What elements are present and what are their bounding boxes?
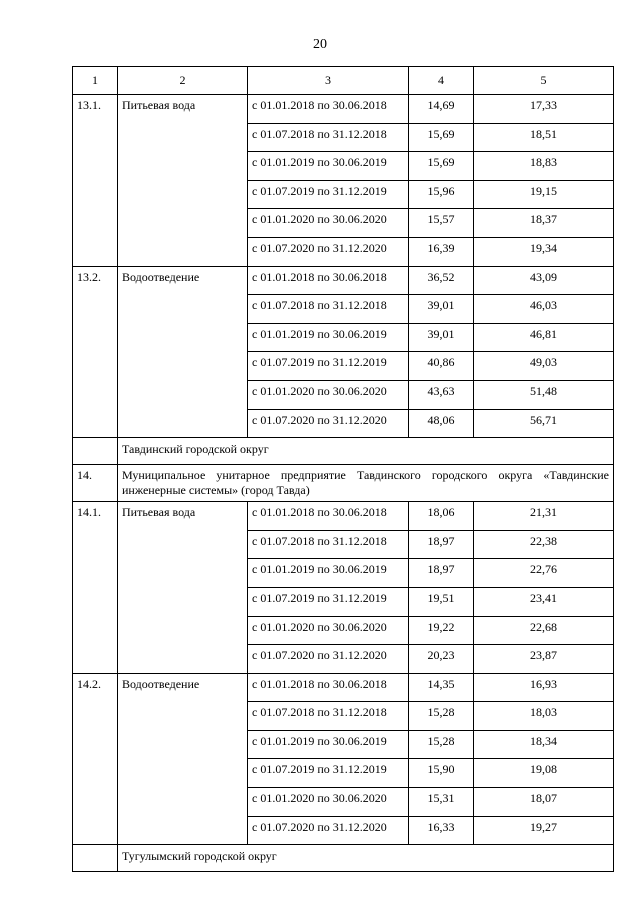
tariff-col-4: 16,39	[409, 237, 474, 266]
period: с 01.07.2018 по 31.12.2018	[248, 530, 409, 559]
period: с 01.01.2019 по 30.06.2019	[248, 559, 409, 588]
district-name: Тавдинский городской округ	[118, 438, 614, 465]
header-col-1: 1	[73, 67, 118, 95]
tariff-col-4: 48,06	[409, 409, 474, 438]
table-row	[73, 266, 614, 295]
period: с 01.01.2018 по 30.06.2018	[248, 266, 409, 295]
tariff-col-4: 16,33	[409, 816, 474, 845]
period: с 01.07.2018 по 31.12.2018	[248, 702, 409, 731]
item-number: 14.1.	[73, 502, 118, 674]
tariff-col-5: 22,68	[474, 616, 614, 645]
header-col-4: 4	[409, 67, 474, 95]
item-number: 13.2.	[73, 266, 118, 438]
tariff-col-5: 46,81	[474, 323, 614, 352]
tariff-col-4: 19,22	[409, 616, 474, 645]
table-header-row	[73, 67, 614, 95]
tariff-col-4: 15,31	[409, 788, 474, 817]
tariff-col-5: 49,03	[474, 352, 614, 381]
section-row	[73, 438, 614, 465]
period: с 01.01.2020 по 30.06.2020	[248, 380, 409, 409]
tariff-col-4: 14,35	[409, 673, 474, 702]
tariff-col-4: 18,97	[409, 530, 474, 559]
tariff-col-5: 18,83	[474, 152, 614, 181]
tariff-col-4: 18,06	[409, 502, 474, 531]
tariff-col-4: 15,28	[409, 702, 474, 731]
section-empty-cell	[73, 438, 118, 465]
period: с 01.01.2020 по 30.06.2020	[248, 616, 409, 645]
tariff-col-5: 18,03	[474, 702, 614, 731]
period: с 01.07.2019 по 31.12.2019	[248, 759, 409, 788]
period: с 01.01.2018 по 30.06.2018	[248, 95, 409, 124]
service-name: Водоотведение	[118, 673, 248, 845]
period: с 01.07.2018 по 31.12.2018	[248, 295, 409, 324]
tariff-col-5: 18,51	[474, 123, 614, 152]
service-name: Питьевая вода	[118, 502, 248, 674]
tariff-col-5: 19,34	[474, 237, 614, 266]
period: с 01.07.2020 по 31.12.2020	[248, 409, 409, 438]
period: с 01.01.2018 по 30.06.2018	[248, 502, 409, 531]
tariff-col-4: 15,69	[409, 152, 474, 181]
tariff-col-4: 15,90	[409, 759, 474, 788]
tariff-col-5: 16,93	[474, 673, 614, 702]
tariff-col-5: 18,37	[474, 209, 614, 238]
tariff-col-4: 19,51	[409, 587, 474, 616]
header-col-3: 3	[248, 67, 409, 95]
tariff-col-5: 22,38	[474, 530, 614, 559]
tariff-col-5: 18,07	[474, 788, 614, 817]
tariff-col-4: 20,23	[409, 645, 474, 674]
tariff-col-5: 46,03	[474, 295, 614, 324]
period: с 01.07.2019 по 31.12.2019	[248, 180, 409, 209]
tariff-col-5: 19,15	[474, 180, 614, 209]
tariff-col-4: 15,28	[409, 730, 474, 759]
section-row	[73, 845, 614, 872]
header-col-2: 2	[118, 67, 248, 95]
period: с 01.01.2019 по 30.06.2019	[248, 152, 409, 181]
organization-name: Муниципальное унитарное предприятие Тавдинского городского округа «Тавдинские инженерные системы» (город Тавда)	[118, 465, 614, 502]
header-col-5: 5	[474, 67, 614, 95]
tariff-col-5: 19,08	[474, 759, 614, 788]
tariff-col-5: 22,76	[474, 559, 614, 588]
period: с 01.01.2020 по 30.06.2020	[248, 788, 409, 817]
tariff-table	[72, 66, 614, 872]
tariff-col-5: 23,41	[474, 587, 614, 616]
period: с 01.01.2020 по 30.06.2020	[248, 209, 409, 238]
service-name: Водоотведение	[118, 266, 248, 438]
tariff-col-5: 21,31	[474, 502, 614, 531]
district-name: Тугулымский городской округ	[118, 845, 614, 872]
organization-number: 14.	[73, 465, 118, 502]
tariff-col-4: 15,57	[409, 209, 474, 238]
tariff-col-4: 18,97	[409, 559, 474, 588]
section-empty-cell	[73, 845, 118, 872]
period: с 01.07.2019 по 31.12.2019	[248, 587, 409, 616]
tariff-col-5: 56,71	[474, 409, 614, 438]
period: с 01.07.2020 по 31.12.2020	[248, 237, 409, 266]
tariff-col-4: 36,52	[409, 266, 474, 295]
period: с 01.07.2020 по 31.12.2020	[248, 816, 409, 845]
page-number: 20	[313, 37, 327, 52]
tariff-col-4: 14,69	[409, 95, 474, 124]
service-name: Питьевая вода	[118, 95, 248, 267]
item-number: 14.2.	[73, 673, 118, 845]
item-number: 13.1.	[73, 95, 118, 267]
tariff-col-5: 18,34	[474, 730, 614, 759]
tariff-col-5: 17,33	[474, 95, 614, 124]
period: с 01.07.2018 по 31.12.2018	[248, 123, 409, 152]
period: с 01.07.2020 по 31.12.2020	[248, 645, 409, 674]
tariff-col-4: 39,01	[409, 295, 474, 324]
table-row	[73, 502, 614, 531]
table-row	[73, 95, 614, 124]
tariff-col-4: 43,63	[409, 380, 474, 409]
tariff-col-5: 51,48	[474, 380, 614, 409]
table-row	[73, 673, 614, 702]
tariff-col-4: 15,69	[409, 123, 474, 152]
tariff-col-5: 23,87	[474, 645, 614, 674]
tariff-col-4: 40,86	[409, 352, 474, 381]
period: с 01.07.2019 по 31.12.2019	[248, 352, 409, 381]
period: с 01.01.2018 по 30.06.2018	[248, 673, 409, 702]
organization-row	[73, 465, 614, 502]
tariff-col-5: 19,27	[474, 816, 614, 845]
tariff-col-4: 39,01	[409, 323, 474, 352]
period: с 01.01.2019 по 30.06.2019	[248, 730, 409, 759]
tariff-col-4: 15,96	[409, 180, 474, 209]
period: с 01.01.2019 по 30.06.2019	[248, 323, 409, 352]
tariff-col-5: 43,09	[474, 266, 614, 295]
